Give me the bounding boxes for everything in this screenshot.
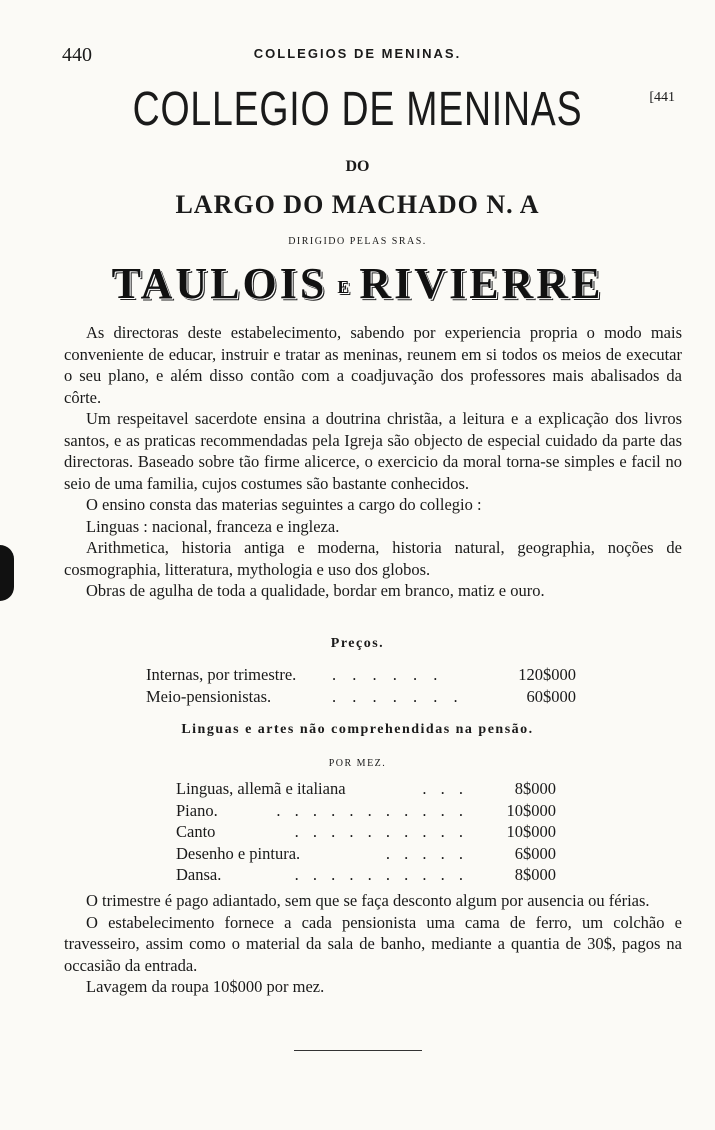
leader-dots: . . . . . . . . . . . [276, 800, 468, 820]
leader-dots: . . . . . . . . . . [294, 865, 468, 884]
leader-dots: . . . . . . . . . . [294, 822, 468, 841]
language-row [176, 778, 576, 800]
running-header [0, 44, 715, 68]
paragraph: O ensino consta das materias seguintes a cargo do collegio : [86, 495, 482, 514]
language-price: 10$000 [506, 800, 556, 820]
end-rule [294, 1050, 422, 1051]
leader-dots: . . . [422, 779, 468, 798]
binding-mark [0, 545, 14, 601]
language-label: Desenho e pintura. [176, 843, 301, 863]
margin-page-note: [441 [649, 90, 675, 105]
page-number: 440 [62, 44, 92, 66]
paragraph: Um respeitavel sacerdote ensina a doutrina christãa, a leitura e a explicação dos livros santos, e as praticas recommendadas pela Igreja são objecto de especial cuidado da parte das directoras. Baseado sobre tão firme alicerce, o exercicio da moral torna-se simples e facil no seio de uma familia, cujos costumes são bastante conhecidos. [64, 409, 682, 493]
subtitle-do: DO [345, 158, 370, 175]
language-row [176, 800, 576, 822]
paragraph: O trimestre é pago adiantado, sem que se faça desconto algum por ausencia ou férias. [86, 891, 650, 910]
directors-names [0, 258, 715, 309]
price-row [146, 664, 606, 686]
language-label: Dansa. [176, 865, 222, 884]
languages-heading: Linguas e artes não comprehendidas na pensão. [181, 722, 534, 737]
price-label: Internas, por trimestre. [146, 665, 297, 684]
page-title: COLLEGIO DE MENINAS [132, 83, 583, 136]
footer-text [64, 890, 682, 998]
language-price: 8$000 [514, 779, 556, 798]
paragraph: Obras de agulha de toda a qualidade, bordar em branco, matiz e ouro. [86, 581, 545, 600]
body-text [64, 322, 682, 602]
paragraph: Linguas : nacional, franceza e ingleza. [86, 516, 340, 536]
language-price: 8$000 [514, 865, 556, 884]
leader-dots: . . . . . . . [332, 687, 464, 706]
price-label: Meio-pensionistas. [146, 687, 272, 706]
paragraph: As directoras deste estabelecimento, sabendo por experiencia propria o modo mais conveniente de educar, instruir e tratar as meninas, reunem em si todos os meios de executar o seu plano, e além disso contão com a coadjuvação dos professores mais abalisados da côrte. [64, 323, 682, 407]
language-row [176, 843, 576, 865]
language-price: 6$000 [514, 843, 556, 863]
language-row [176, 821, 576, 843]
leader-dots: . . . . . . [332, 665, 444, 684]
directed-by: DIRIGIDO PELAS SRAS. [288, 236, 427, 247]
name-conjunction: E [337, 277, 350, 298]
price-value: 120$000 [518, 665, 576, 684]
director-name-first: TAULOIS [111, 259, 328, 308]
price-value: 60$000 [526, 687, 576, 706]
language-label: Canto [176, 822, 216, 841]
director-name-second: RIVIERRE [359, 259, 604, 308]
per-month-label: POR MEZ. [328, 758, 387, 769]
leader-dots: . . . . . [385, 843, 468, 863]
language-label: Linguas, allemã e italiana [176, 779, 346, 798]
languages-price-table [176, 778, 576, 886]
paragraph: Lavagem da roupa 10$000 por mez. [86, 977, 325, 996]
language-row [176, 864, 576, 886]
price-row [146, 686, 606, 708]
language-label: Piano. [176, 800, 218, 820]
language-price: 10$000 [506, 822, 556, 841]
running-title: COLLEGIOS DE MENINAS. [253, 46, 462, 61]
paragraph: Arithmetica, historia antiga e moderna, historia natural, geographia, noções de cosmographia, litteratura, mythologia e uso dos globos. [64, 538, 682, 579]
price-table [146, 664, 606, 708]
paragraph: O estabelecimento fornece a cada pensionista uma cama de ferro, um colchão e travesseiro, assim como o material da sala de banho, mediante a quantia de 30$, pagos na occasião da entrada. [64, 912, 682, 975]
prices-heading: Preços. [330, 636, 385, 651]
subtitle-address: LARGO DO MACHADO N. A [175, 190, 540, 219]
